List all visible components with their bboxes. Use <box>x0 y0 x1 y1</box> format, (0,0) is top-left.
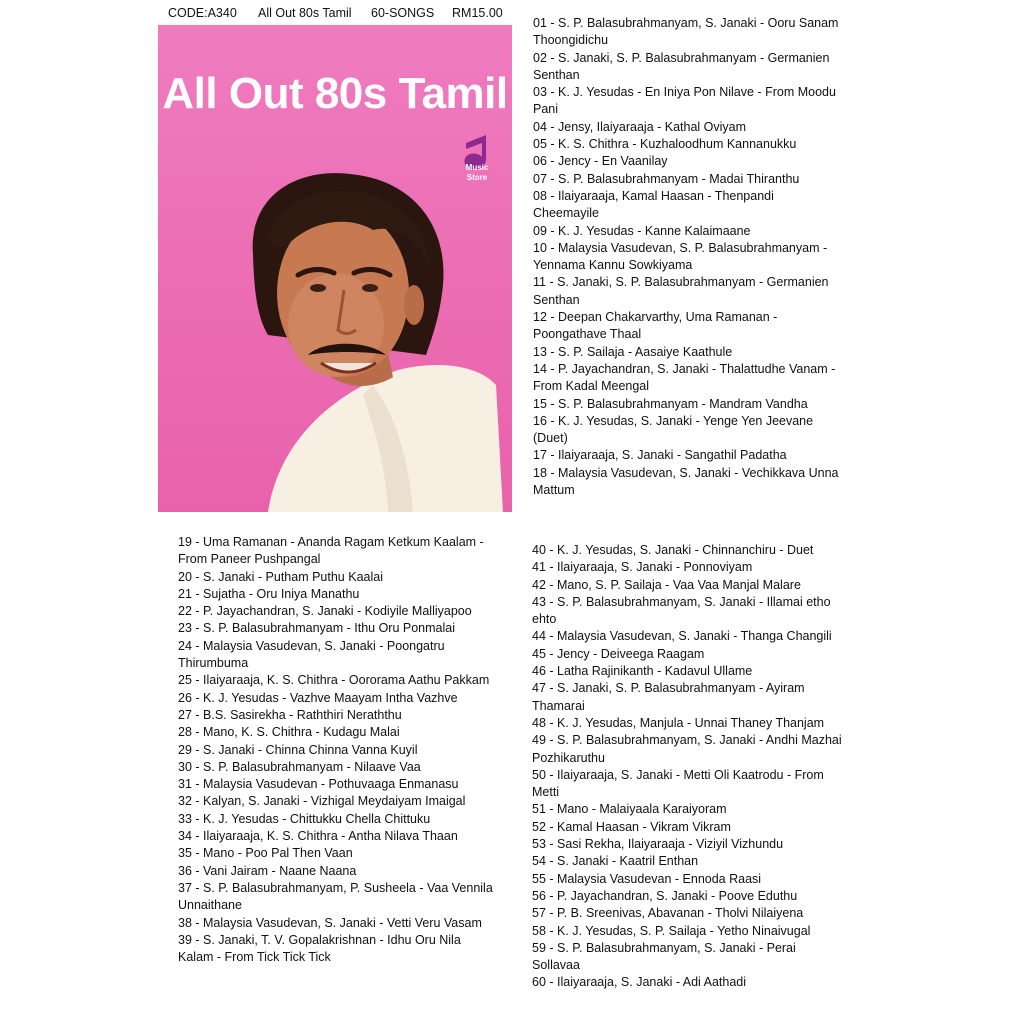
track-list-column-2 <box>178 534 498 966</box>
track-item: 38 - Malaysia Vasudevan, S. Janaki - Vetti Veru Vasam <box>178 915 482 930</box>
track-item: 12 - Deepan Chakarvarthy, Uma Ramanan - Poongathave Thaal <box>533 310 778 342</box>
track-item: 46 - Latha Rajinikanth - Kadavul Ullame <box>532 664 753 679</box>
logo-label: Music Store <box>465 163 489 182</box>
track-item: 06 - Jency - En Vaanilay <box>533 154 668 169</box>
track-item: 43 - S. P. Balasubrahmanyam, S. Janaki - Illamai etho ehto <box>532 594 831 627</box>
track-item: 52 - Kamal Haasan - Vikram Vikram <box>532 819 731 834</box>
track-item: 04 - Jensy, Ilaiyaraaja - Kathal Oviyam <box>533 119 747 134</box>
cover-title: All Out 80s Tamil <box>162 69 508 118</box>
track-item: 30 - S. P. Balasubrahmanyam - Nilaave Vaa <box>178 759 421 774</box>
track-item: 31 - Malaysia Vasudevan - Pothuvaaga Enmanasu <box>178 777 459 792</box>
track-item: 48 - K. J. Yesudas, Manjula - Unnai Thaney Thanjam <box>532 715 825 730</box>
track-list-column-3 <box>532 542 844 992</box>
track-item: 53 - Sasi Rekha, Ilaiyaraaja - Viziyil Vizhundu <box>532 837 784 852</box>
track-item: 54 - S. Janaki - Kaatril Enthan <box>532 854 699 869</box>
track-item: 27 - B.S. Sasirekha - Raththiri Neraththu <box>178 707 402 722</box>
track-item: 14 - P. Jayachandran, S. Janaki - Thalattudhe Vanam - From Kadal Meengal <box>533 361 836 394</box>
track-item: 17 - Ilaiyaraaja, S. Janaki - Sangathil Padatha <box>533 448 787 463</box>
price: RM15.00 <box>452 6 503 20</box>
track-item: 47 - S. Janaki, S. P. Balasubrahmanyam - Ayiram Thamarai <box>532 681 805 713</box>
track-item: 23 - S. P. Balasubrahmanyam - Ithu Oru Ponmalai <box>178 621 455 636</box>
track-item: 19 - Uma Ramanan - Ananda Ragam Ketkum Kaalam - From Paneer Pushpangal <box>178 535 484 567</box>
track-item: 50 - Ilaiyaraaja, S. Janaki - Metti Oli Kaatrodu - From Metti <box>532 767 824 800</box>
track-item: 03 - K. J. Yesudas - En Iniya Pon Nilave - From Moodu Pani <box>533 85 836 117</box>
track-item: 22 - P. Jayachandran, S. Janaki - Kodiyile Malliyapoo <box>178 604 472 619</box>
track-item: 13 - S. P. Sailaja - Aasaiye Kaathule <box>533 344 733 359</box>
track-item: 58 - K. J. Yesudas, S. P. Sailaja - Yetho Ninaivugal <box>532 923 811 938</box>
track-item: 45 - Jency - Deiveega Raagam <box>532 646 705 661</box>
track-item: 59 - S. P. Balasubrahmanyam, S. Janaki - Perai Sollavaa <box>532 940 796 973</box>
track-item: 18 - Malaysia Vasudevan, S. Janaki - Vechikkava Unna Mattum <box>533 465 839 498</box>
track-item: 28 - Mano, K. S. Chithra - Kudagu Malai <box>178 725 400 740</box>
track-list-column-1 <box>533 15 843 499</box>
track-item: 26 - K. J. Yesudas - Vazhve Maayam Intha Vazhve <box>178 690 458 705</box>
track-item: 44 - Malaysia Vasudevan, S. Janaki - Thanga Changili <box>532 629 832 644</box>
track-item: 35 - Mano - Poo Pal Then Vaan <box>178 846 353 861</box>
track-item: 55 - Malaysia Vasudevan - Ennoda Raasi <box>532 871 762 886</box>
track-item: 05 - K. S. Chithra - Kuzhaloodhum Kannanukku <box>533 137 797 152</box>
track-item: 07 - S. P. Balasubrahmanyam - Madai Thiranthu <box>533 171 800 186</box>
track-item: 11 - S. Janaki, S. P. Balasubrahmanyam - Germanien Senthan <box>533 275 829 307</box>
track-item: 09 - K. J. Yesudas - Kanne Kalaimaane <box>533 223 751 238</box>
track-item: 01 - S. P. Balasubrahmanyam, S. Janaki - Ooru Sanam Thoongidichu <box>533 16 839 48</box>
track-item: 29 - S. Janaki - Chinna Chinna Vanna Kuyil <box>178 742 418 757</box>
track-item: 15 - S. P. Balasubrahmanyam - Mandram Vandha <box>533 396 808 411</box>
track-item: 60 - Ilaiyaraaja, S. Janaki - Adi Aathadi <box>532 975 747 990</box>
track-item: 56 - P. Jayachandran, S. Janaki - Poove Eduthu <box>532 888 798 903</box>
track-item: 37 - S. P. Balasubrahmanyam, P. Susheela - Vaa Vennila Unnaithane <box>178 880 493 913</box>
track-item: 25 - Ilaiyaraaja, K. S. Chithra - Oororama Aathu Pakkam <box>178 673 490 688</box>
track-item: 36 - Vani Jairam - Naane Naana <box>178 863 357 878</box>
track-item: 42 - Mano, S. P. Sailaja - Vaa Vaa Manjal Malare <box>532 577 801 592</box>
album-cover <box>158 25 512 512</box>
track-item: 24 - Malaysia Vasudevan, S. Janaki - Poongatru Thirumbuma <box>178 638 445 671</box>
track-item: 39 - S. Janaki, T. V. Gopalakrishnan - Idhu Oru Nila Kalam - From Tick Tick Tick <box>178 932 461 965</box>
track-item: 02 - S. Janaki, S. P. Balasubrahmanyam - Germanien Senthan <box>533 50 830 82</box>
track-item: 33 - K. J. Yesudas - Chittukku Chella Chittuku <box>178 811 431 826</box>
track-item: 08 - Ilaiyaraaja, Kamal Haasan - Thenpandi Cheemayile <box>533 188 774 221</box>
track-item: 41 - Ilaiyaraaja, S. Janaki - Ponnoviyam <box>532 560 753 575</box>
product-code: CODE:A340 <box>168 6 237 20</box>
track-item: 21 - Sujatha - Oru Iniya Manathu <box>178 586 360 601</box>
album-title: All Out 80s Tamil <box>258 6 352 20</box>
track-item: 40 - K. J. Yesudas, S. Janaki - Chinnanchiru - Duet <box>532 543 814 557</box>
track-item: 57 - P. B. Sreenivas, Abavanan - Tholvi Nilaiyena <box>532 906 804 921</box>
track-item: 10 - Malaysia Vasudevan, S. P. Balasubrahmanyam - Yennama Kannu Sowkiyama <box>533 240 828 273</box>
header-bar <box>168 4 518 22</box>
songs-count: 60-SONGS <box>371 6 435 20</box>
track-item: 49 - S. P. Balasubrahmanyam, S. Janaki - Andhi Mazhai Pozhikaruthu <box>532 733 842 765</box>
track-item: 32 - Kalyan, S. Janaki - Vizhigal Meydaiyam Imaigal <box>178 794 466 809</box>
track-item: 51 - Mano - Malaiyaala Karaiyoram <box>532 802 727 817</box>
track-item: 16 - K. J. Yesudas, S. Janaki - Yenge Yen Jeevane (Duet) <box>533 413 814 446</box>
track-item: 34 - Ilaiyaraaja, K. S. Chithra - Antha Nilava Thaan <box>178 829 458 844</box>
track-item: 20 - S. Janaki - Putham Puthu Kaalai <box>178 569 383 584</box>
